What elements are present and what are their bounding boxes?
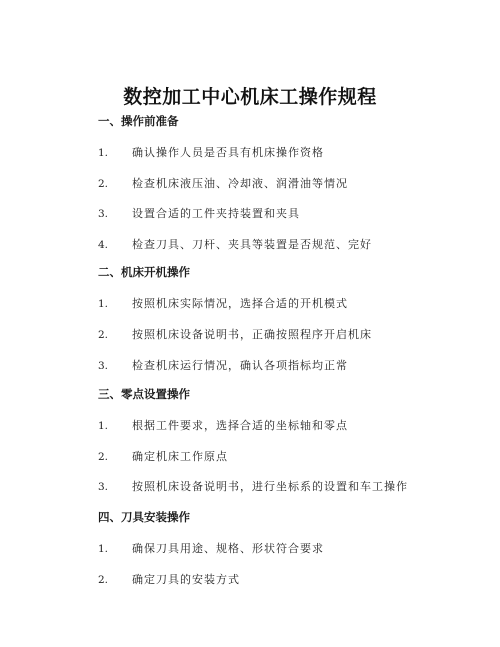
list-item: [98, 478, 478, 494]
section-heading: 一、操作前准备: [98, 114, 179, 128]
item-number: 1.: [98, 147, 109, 159]
item-number: 4.: [98, 239, 109, 251]
list-item: [98, 571, 478, 587]
list-item: [98, 175, 478, 191]
item-text: 确保刀具用途、规格、形状符合要求: [132, 542, 324, 555]
item-number: 1.: [98, 298, 109, 310]
list-item: [98, 540, 478, 556]
list-item: [98, 357, 478, 373]
list-item: [98, 144, 478, 160]
item-text: 检查机床运行情况，确认各项指标均正常: [132, 359, 348, 372]
section-heading: 三、零点设置操作: [98, 387, 190, 401]
list-item: [98, 205, 478, 221]
item-text: 按照机床设备说明书，进行坐标系的设置和车工操作: [132, 480, 408, 493]
item-text: 确认操作人员是否具有机床操作资格: [132, 146, 324, 159]
item-number: 3.: [98, 481, 109, 493]
item-text: 检查机床液压油、冷却液、润滑油等情况: [132, 177, 348, 190]
list-item: [98, 295, 478, 311]
item-number: 2.: [98, 451, 109, 463]
section-heading: 四、刀具安装操作: [98, 510, 190, 524]
item-text: 按照机床实际情况，选择合适的开机模式: [132, 297, 348, 310]
item-text: 按照机床设备说明书，正确按照程序开启机床: [132, 328, 372, 341]
item-number: 1.: [98, 420, 109, 432]
item-number: 2.: [98, 178, 109, 190]
item-text: 确定刀具的安装方式: [132, 573, 240, 586]
item-text: 根据工件要求，选择合适的坐标轴和零点: [132, 419, 348, 432]
item-text: 检查刀具、刀杆、夹具等装置是否规范、完好: [132, 238, 372, 251]
item-number: 3.: [98, 208, 109, 220]
section-heading: 二、机床开机操作: [98, 265, 190, 279]
list-item: [98, 448, 478, 464]
item-text: 确定机床工作原点: [132, 450, 228, 463]
item-number: 1.: [98, 543, 109, 555]
list-item: [98, 417, 478, 433]
document-title: 数控加工中心机床工操作规程: [123, 86, 377, 108]
item-number: 2.: [98, 329, 109, 341]
list-item: [98, 236, 478, 252]
item-text: 设置合适的工件夹持装置和夹具: [132, 207, 300, 220]
item-number: 3.: [98, 360, 109, 372]
list-item: [98, 326, 478, 342]
item-number: 2.: [98, 574, 109, 586]
